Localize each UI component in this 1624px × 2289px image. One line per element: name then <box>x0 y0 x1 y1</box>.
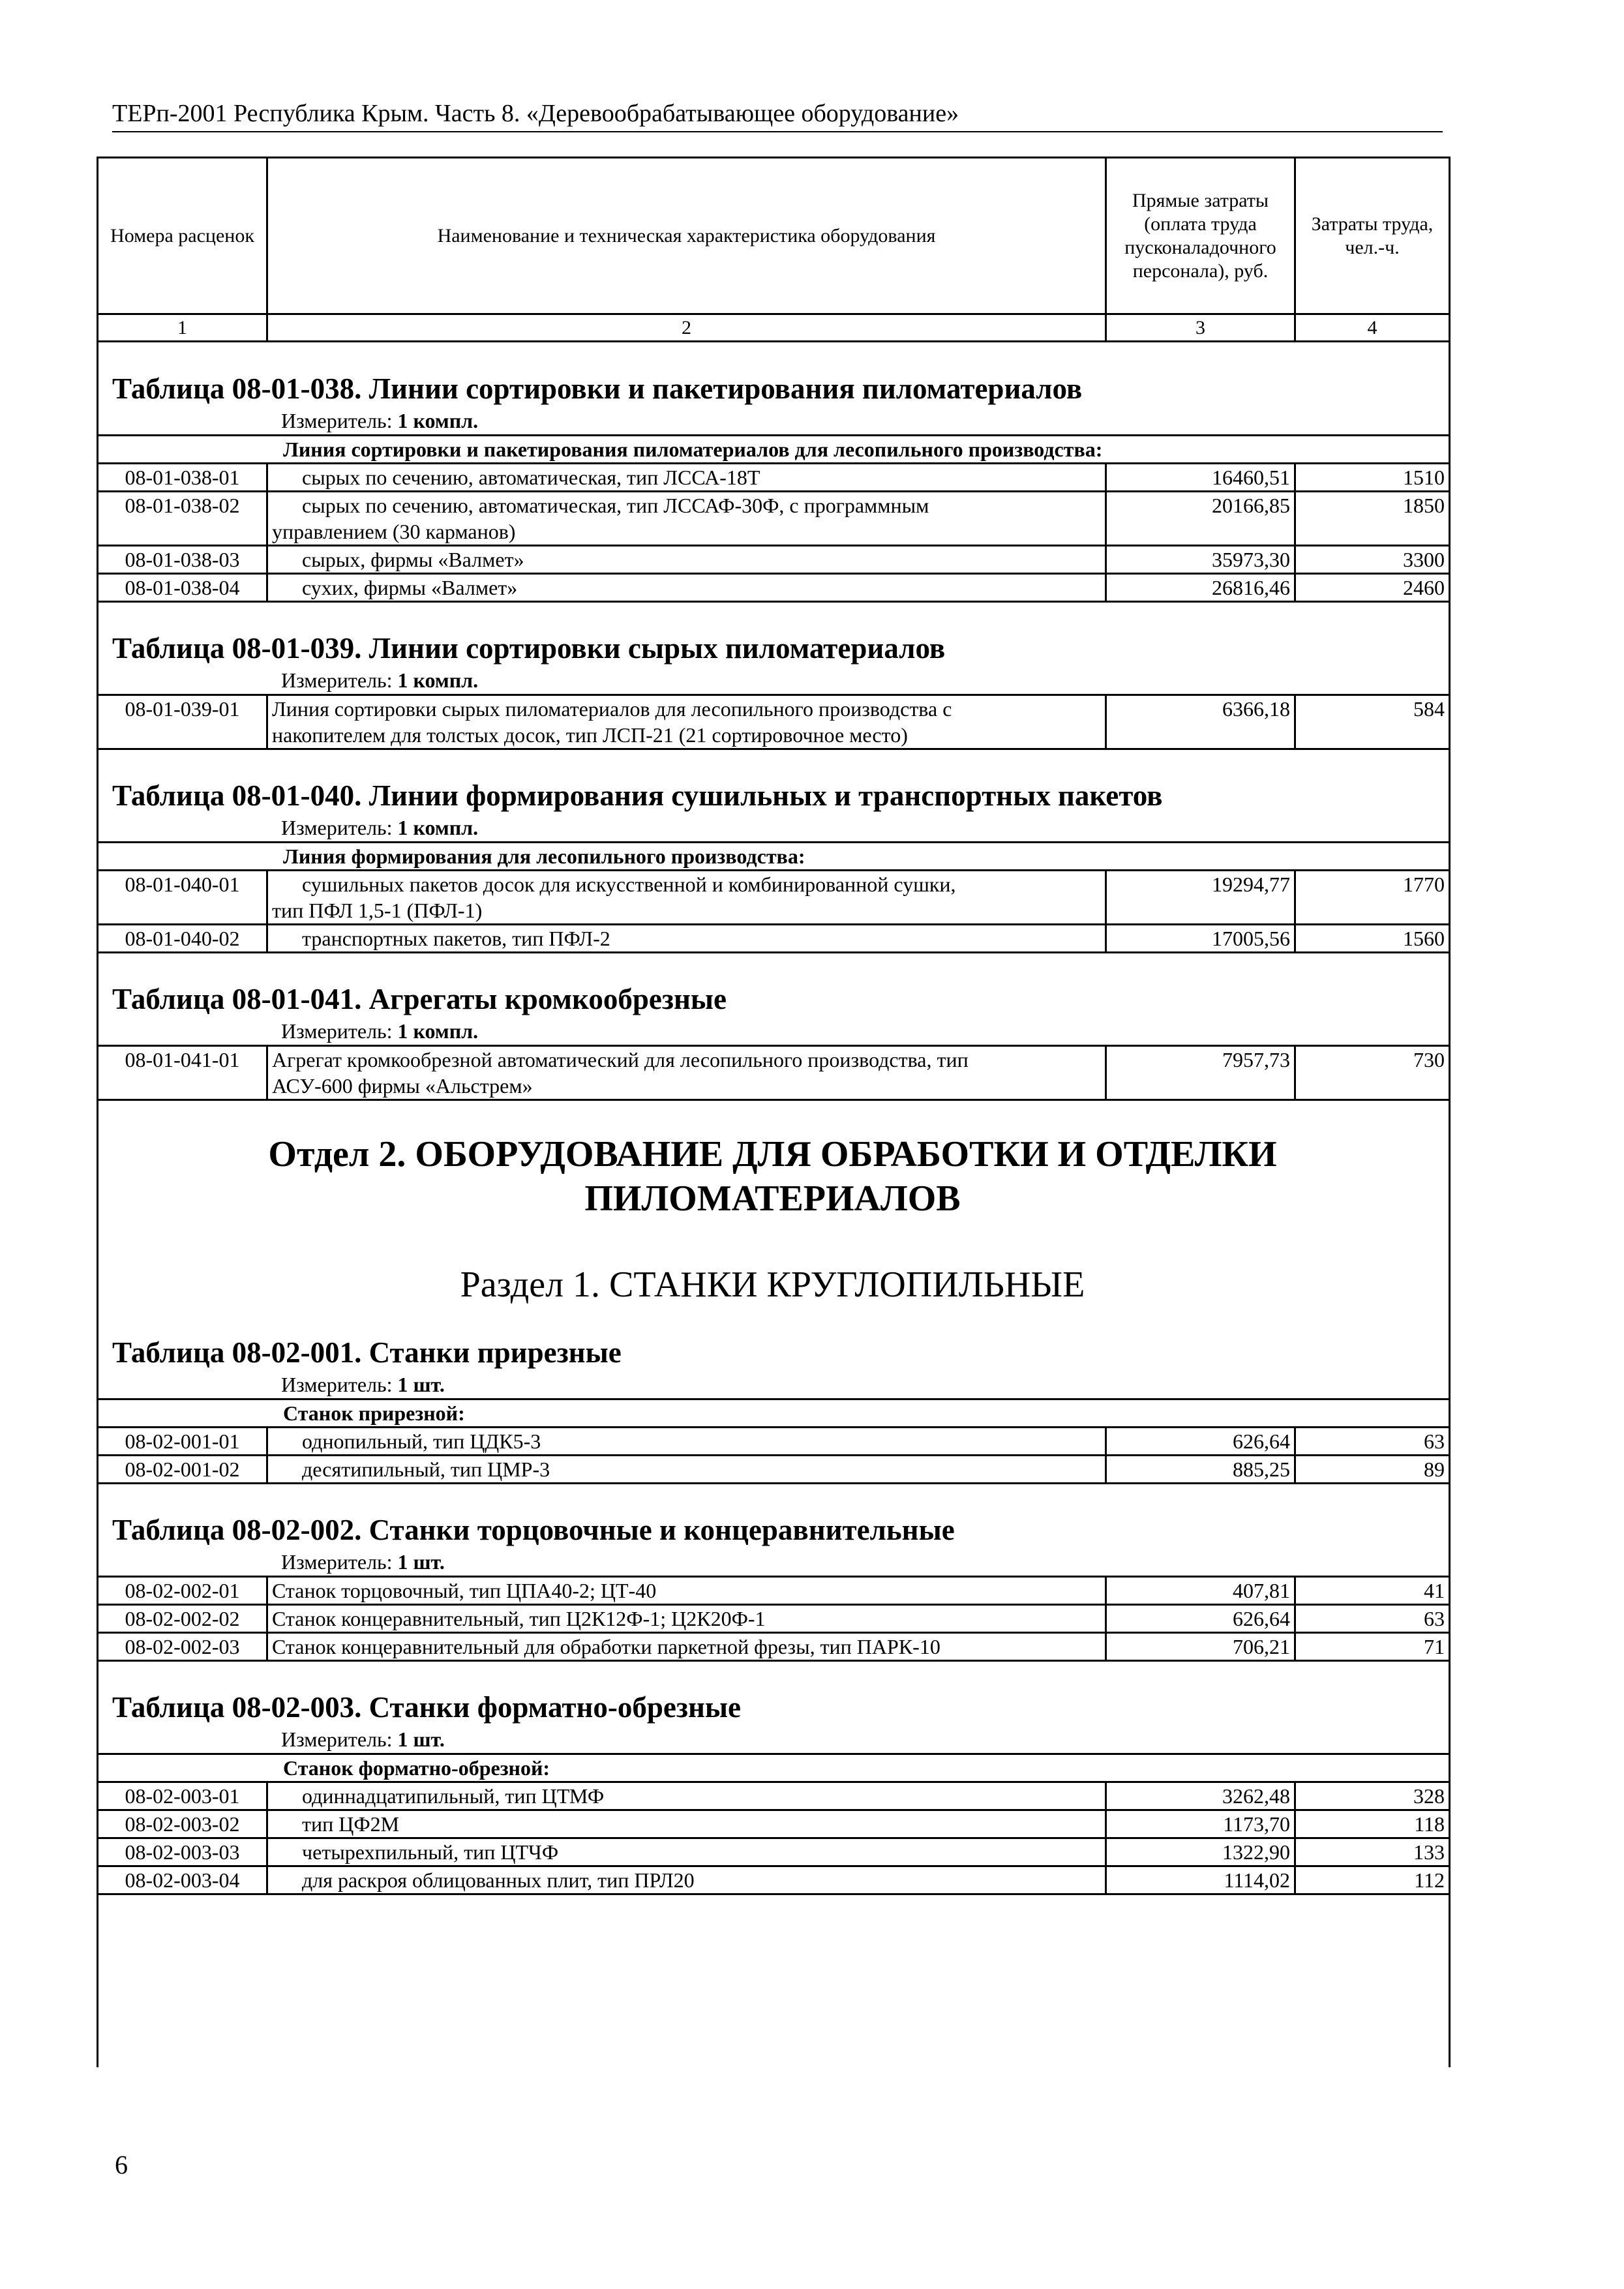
measure-08-01-039 <box>97 666 1449 694</box>
measure-value: 1 шт. <box>397 1550 445 1574</box>
row-labor: 1770 <box>1295 871 1450 925</box>
row-code: 08-01-038-01 <box>98 464 267 492</box>
measure-value: 1 компл. <box>397 668 479 692</box>
row-name: Агрегат кромкообрезной автоматический для лесопильного производства, тип АСУ-600 фирмы «Альстрем» <box>267 1046 1106 1100</box>
measure-label: Измеритель: <box>281 1728 393 1751</box>
row-labor: 1850 <box>1295 492 1450 546</box>
table-row <box>98 1046 1450 1100</box>
group-heading: Станок форматно-обрезной: <box>98 1754 1450 1782</box>
row-labor: 730 <box>1295 1046 1450 1100</box>
row-code: 08-01-039-01 <box>98 695 267 749</box>
row-cost: 20166,85 <box>1106 492 1295 546</box>
table-row <box>98 464 1450 492</box>
table-row <box>98 1456 1450 1484</box>
row-name: четырехпильный, тип ЦТЧФ <box>267 1838 1106 1866</box>
section-heading: Раздел 1. СТАНКИ КРУГЛОПИЛЬНЫЕ <box>460 1264 1085 1305</box>
group-heading: Линия формирования для лесопильного производства: <box>98 843 1450 871</box>
table-row <box>98 925 1450 953</box>
measure-08-01-040 <box>97 814 1449 841</box>
row-name: одиннадцатипильный, тип ЦТМФ <box>267 1782 1106 1810</box>
row-code: 08-02-002-02 <box>98 1605 267 1633</box>
table-row <box>98 871 1450 925</box>
row-labor: 1510 <box>1295 464 1450 492</box>
col-head-name: Наименование и техническая характеристика оборудования <box>267 158 1106 314</box>
row-cost: 35973,30 <box>1106 546 1295 574</box>
table-title-08-02-001: Таблица 08-02-001. Станки прирезные <box>112 1336 622 1369</box>
table-row <box>98 492 1450 546</box>
row-labor: 63 <box>1295 1605 1450 1633</box>
col-num-2: 2 <box>267 314 1106 342</box>
row-code: 08-02-003-02 <box>98 1810 267 1838</box>
table-row <box>98 1633 1450 1661</box>
col-head-labor: Затраты труда, чел.-ч. <box>1295 158 1450 314</box>
row-name: Линия сортировки сырых пиломатериалов для лесопильного производства с накопителем для толстых досок, тип ЛСП-21 (21 сортировочное место) <box>267 695 1106 749</box>
measure-08-02-001 <box>97 1371 1449 1398</box>
row-code: 08-01-038-04 <box>98 574 267 602</box>
division-heading: Отдел 2. ОБОРУДОВАНИЕ ДЛЯ ОБРАБОТКИ И ОТДЕЛКИ ПИЛОМАТЕРИАЛОВ <box>268 1134 1277 1219</box>
row-labor: 41 <box>1295 1577 1450 1605</box>
table-row <box>98 695 1450 749</box>
row-labor: 584 <box>1295 695 1450 749</box>
row-name: сушильных пакетов досок для искусственной и комбинированной сушки, тип ПФЛ 1,5-1 (ПФЛ-1) <box>267 871 1106 925</box>
measure-label: Измеритель: <box>281 1373 393 1396</box>
row-cost: 626,64 <box>1106 1605 1295 1633</box>
row-name: Станок концеравнительный, тип Ц2К12Ф-1; Ц2К20Ф-1 <box>267 1605 1106 1633</box>
row-name: однопильный, тип ЦДК5-3 <box>267 1428 1106 1456</box>
table-title-08-01-039: Таблица 08-01-039. Линии сортировки сырых пиломатериалов <box>112 632 946 665</box>
row-code: 08-01-040-01 <box>98 871 267 925</box>
group-heading: Станок прирезной: <box>98 1399 1450 1428</box>
table-title-08-02-002: Таблица 08-02-002. Станки торцовочные и концеравнительные <box>112 1514 955 1546</box>
table-row <box>98 1428 1450 1456</box>
row-code: 08-02-002-01 <box>98 1577 267 1605</box>
row-cost: 16460,51 <box>1106 464 1295 492</box>
measure-value: 1 компл. <box>397 816 479 839</box>
row-cost: 6366,18 <box>1106 695 1295 749</box>
rows-08-02-001 <box>97 1398 1451 1484</box>
col-head-cost: Прямые затраты (оплата труда пусконаладочного персонала), руб. <box>1106 158 1295 314</box>
rows-08-01-040 <box>97 841 1451 953</box>
row-labor: 71 <box>1295 1633 1450 1661</box>
header-rule <box>112 131 1443 132</box>
row-code: 08-02-003-04 <box>98 1866 267 1894</box>
table-title-08-01-038: Таблица 08-01-038. Линии сортировки и пакетирования пиломатериалов <box>112 372 1083 405</box>
row-name: сырых по сечению, автоматическая, тип ЛССА-18Т <box>267 464 1106 492</box>
measure-label: Измеритель: <box>281 1550 393 1574</box>
table-row <box>98 1605 1450 1633</box>
row-labor: 1560 <box>1295 925 1450 953</box>
col-num-3: 3 <box>1106 314 1295 342</box>
row-cost: 26816,46 <box>1106 574 1295 602</box>
row-code: 08-01-038-02 <box>98 492 267 546</box>
measure-label: Измеритель: <box>281 1019 393 1043</box>
row-cost: 3262,48 <box>1106 1782 1295 1810</box>
row-name: сырых по сечению, автоматическая, тип ЛССАФ-30Ф, с программным управлением (30 карманов) <box>267 492 1106 546</box>
table-row <box>98 574 1450 602</box>
measure-08-02-003 <box>97 1726 1449 1753</box>
row-name: сухих, фирмы «Валмет» <box>267 574 1106 602</box>
row-name: Станок торцовочный, тип ЦПА40-2; ЦТ-40 <box>267 1577 1106 1605</box>
measure-08-02-002 <box>97 1548 1449 1576</box>
group-heading: Линия сортировки и пакетирования пиломатериалов для лесопильного производства: <box>98 436 1450 464</box>
measure-value: 1 шт. <box>397 1373 445 1396</box>
table-row <box>98 1782 1450 1810</box>
rows-08-02-002 <box>97 1576 1451 1662</box>
table-row <box>98 1866 1450 1894</box>
table-title-08-02-003: Таблица 08-02-003. Станки форматно-обрезные <box>112 1691 741 1724</box>
row-cost: 7957,73 <box>1106 1046 1295 1100</box>
col-num-1: 1 <box>98 314 267 342</box>
row-code: 08-01-041-01 <box>98 1046 267 1100</box>
running-header: ТЕРп-2001 Республика Крым. Часть 8. «Деревообрабатывающее оборудование» <box>112 100 959 127</box>
row-name: десятипильный, тип ЦМР-3 <box>267 1456 1106 1484</box>
row-code: 08-01-040-02 <box>98 925 267 953</box>
row-cost: 19294,77 <box>1106 871 1295 925</box>
row-name: тип ЦФ2М <box>267 1810 1106 1838</box>
col-head-codes: Номера расценок <box>98 158 267 314</box>
row-name: сырых, фирмы «Валмет» <box>267 546 1106 574</box>
rows-08-01-041 <box>97 1045 1451 1101</box>
measure-label: Измеритель: <box>281 409 393 432</box>
table-row <box>98 546 1450 574</box>
row-cost: 1173,70 <box>1106 1810 1295 1838</box>
table-title-08-01-041: Таблица 08-01-041. Агрегаты кромкообрезные <box>112 983 727 1015</box>
row-cost: 1114,02 <box>1106 1866 1295 1894</box>
row-labor: 63 <box>1295 1428 1450 1456</box>
measure-value: 1 шт. <box>397 1728 445 1751</box>
measure-08-01-038 <box>97 407 1449 434</box>
row-cost: 407,81 <box>1106 1577 1295 1605</box>
row-labor: 328 <box>1295 1782 1450 1810</box>
row-code: 08-02-003-03 <box>98 1838 267 1866</box>
row-code: 08-02-002-03 <box>98 1633 267 1661</box>
row-cost: 626,64 <box>1106 1428 1295 1456</box>
row-labor: 89 <box>1295 1456 1450 1484</box>
row-cost: 885,25 <box>1106 1456 1295 1484</box>
row-code: 08-01-038-03 <box>98 546 267 574</box>
row-cost: 706,21 <box>1106 1633 1295 1661</box>
measure-value: 1 компл. <box>397 409 479 432</box>
row-code: 08-02-003-01 <box>98 1782 267 1810</box>
measure-label: Измеритель: <box>281 816 393 839</box>
row-code: 08-02-001-02 <box>98 1456 267 1484</box>
row-labor: 3300 <box>1295 546 1450 574</box>
column-header-table <box>97 157 1451 342</box>
row-labor: 133 <box>1295 1838 1450 1866</box>
col-num-4: 4 <box>1295 314 1450 342</box>
row-name: транспортных пакетов, тип ПФЛ-2 <box>267 925 1106 953</box>
row-labor: 118 <box>1295 1810 1450 1838</box>
row-cost: 17005,56 <box>1106 925 1295 953</box>
row-labor: 2460 <box>1295 574 1450 602</box>
rows-08-02-003 <box>97 1753 1451 1895</box>
rows-08-01-039 <box>97 694 1451 750</box>
rows-08-01-038 <box>97 434 1451 603</box>
row-name: для раскроя облицованных плит, тип ПРЛ20 <box>267 1866 1106 1894</box>
content <box>97 343 1449 1895</box>
measure-label: Измеритель: <box>281 668 393 692</box>
table-row <box>98 1810 1450 1838</box>
measure-08-01-041 <box>97 1017 1449 1045</box>
row-name: Станок концеравнительный для обработки паркетной фрезы, тип ПАРК-10 <box>267 1633 1106 1661</box>
page-number: 6 <box>115 2150 128 2179</box>
measure-value: 1 компл. <box>397 1019 479 1043</box>
row-cost: 1322,90 <box>1106 1838 1295 1866</box>
row-code: 08-02-001-01 <box>98 1428 267 1456</box>
row-labor: 112 <box>1295 1866 1450 1894</box>
table-title-08-01-040: Таблица 08-01-040. Линии формирования сушильных и транспортных пакетов <box>112 779 1163 812</box>
table-row <box>98 1838 1450 1866</box>
table-row <box>98 1577 1450 1605</box>
